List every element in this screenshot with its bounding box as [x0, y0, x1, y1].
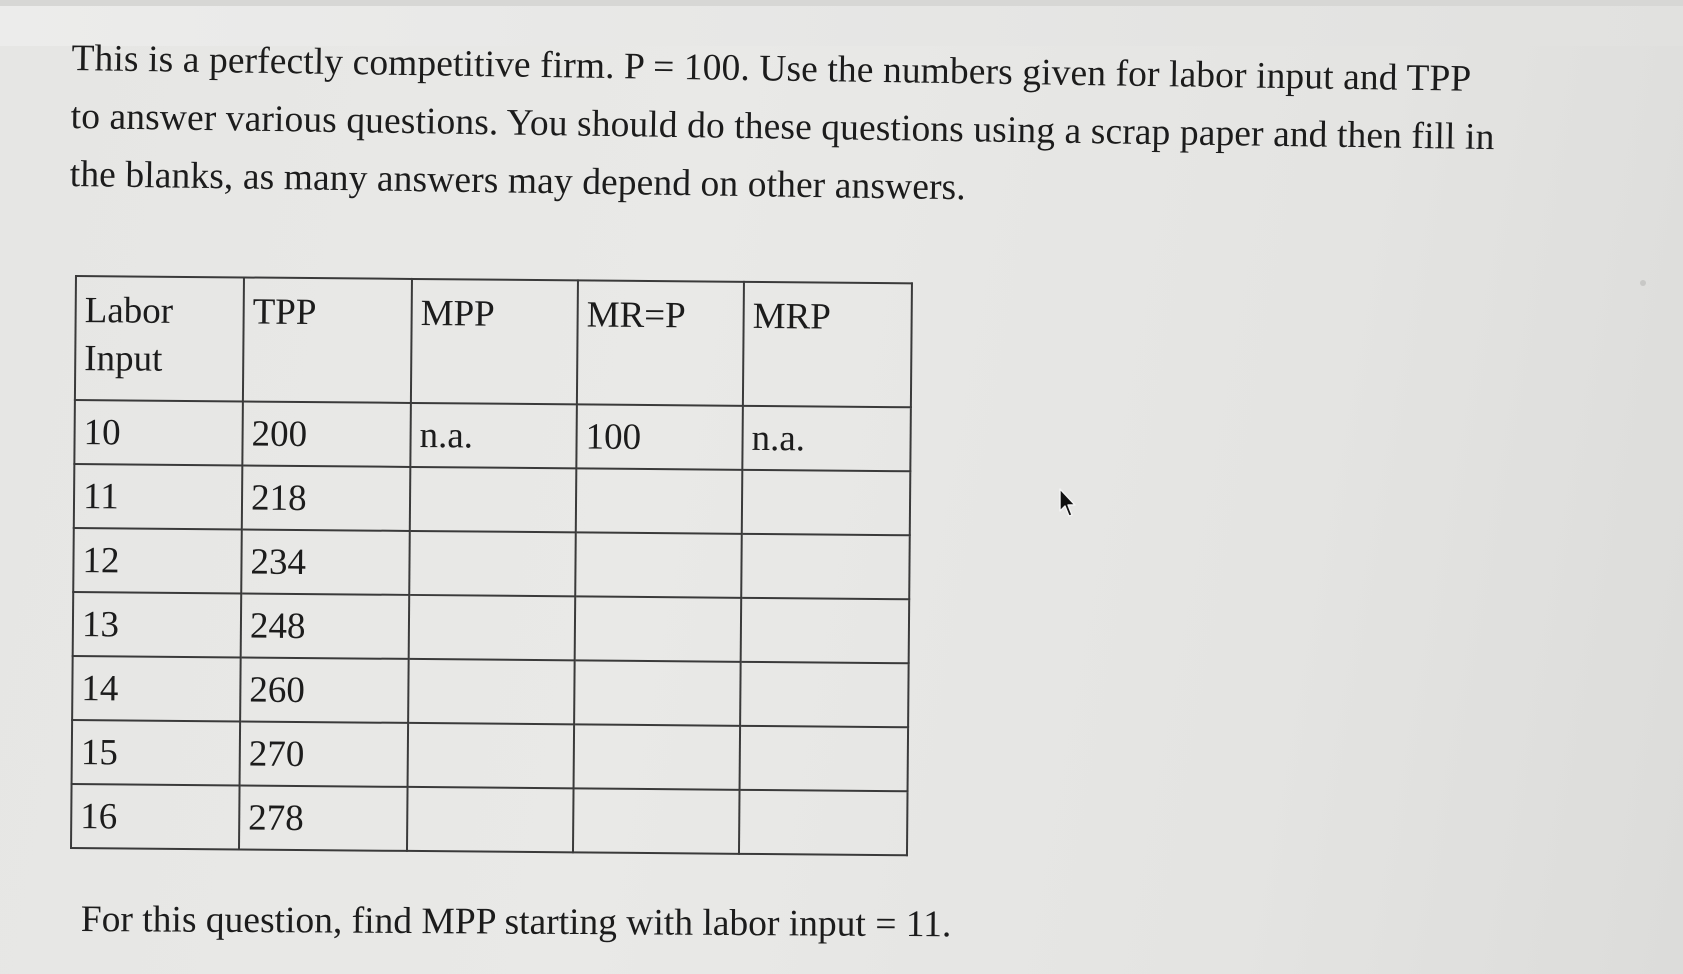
cell-tpp: 218	[242, 465, 411, 530]
cell-mpp: n.a.	[410, 403, 577, 468]
header-mr-p: MR=P	[577, 280, 744, 405]
cell-mrp	[740, 726, 909, 791]
table-row	[73, 592, 910, 663]
cell-tpp: 278	[239, 785, 408, 850]
cell-mrp	[740, 662, 909, 727]
problem-line-1: This is a perfectly competitive firm. P = 100. Use the numbers given for labor input and TPP	[71, 37, 1472, 100]
table-row	[74, 464, 911, 535]
cell-mr-p	[574, 660, 741, 725]
cell-mpp	[408, 659, 575, 724]
cell-mpp	[408, 723, 575, 788]
screen-smudge	[1640, 280, 1646, 286]
cell-mrp	[742, 470, 911, 535]
cell-tpp: 270	[240, 721, 409, 786]
cell-mpp	[409, 531, 576, 596]
header-mrp: MRP	[743, 282, 912, 407]
table-row	[74, 400, 911, 471]
header-labor-input: Labor Input	[75, 276, 244, 401]
top-bar-edge	[0, 0, 1683, 6]
cell-tpp: 260	[240, 657, 409, 722]
table-row	[71, 784, 908, 855]
cell-mr-p	[573, 788, 740, 853]
cell-mrp	[741, 598, 910, 663]
cell-mr-p: 100	[576, 404, 743, 469]
cell-mrp	[741, 534, 910, 599]
table-header-row	[75, 276, 912, 407]
cell-labor-input: 10	[74, 400, 243, 465]
cell-tpp: 200	[242, 401, 411, 466]
cell-tpp: 248	[241, 593, 410, 658]
problem-statement	[69, 30, 1671, 228]
cell-mr-p	[574, 724, 741, 789]
problem-line-3: the blanks, as many answers may depend on other answers.	[69, 153, 967, 209]
cell-labor-input: 15	[72, 720, 241, 785]
cell-labor-input: 14	[72, 656, 241, 721]
problem-line-2: to answer various questions. You should do these questions using a scrap paper and then fill in	[70, 95, 1495, 159]
cell-mr-p	[575, 532, 742, 597]
cell-mr-p	[576, 468, 743, 533]
answer-table	[70, 275, 913, 856]
table-row	[72, 656, 909, 727]
cell-tpp: 234	[241, 529, 410, 594]
cell-mpp	[407, 787, 574, 852]
cell-mpp	[409, 595, 576, 660]
cell-labor-input: 13	[73, 592, 242, 657]
answer-table-container	[70, 275, 913, 856]
cell-labor-input: 12	[73, 528, 242, 593]
cell-labor-input: 11	[74, 464, 243, 529]
cell-mr-p	[575, 596, 742, 661]
header-tpp: TPP	[243, 277, 412, 402]
table-row	[72, 720, 909, 791]
mouse-pointer-icon	[1058, 488, 1076, 518]
header-mpp: MPP	[411, 279, 578, 404]
question-text: For this question, find MPP starting with labor input = 11.	[80, 898, 952, 946]
cell-mrp: n.a.	[742, 406, 911, 471]
cell-mpp	[410, 467, 577, 532]
table-row	[73, 528, 910, 599]
cell-labor-input: 16	[71, 784, 240, 849]
cell-mrp	[739, 790, 908, 855]
